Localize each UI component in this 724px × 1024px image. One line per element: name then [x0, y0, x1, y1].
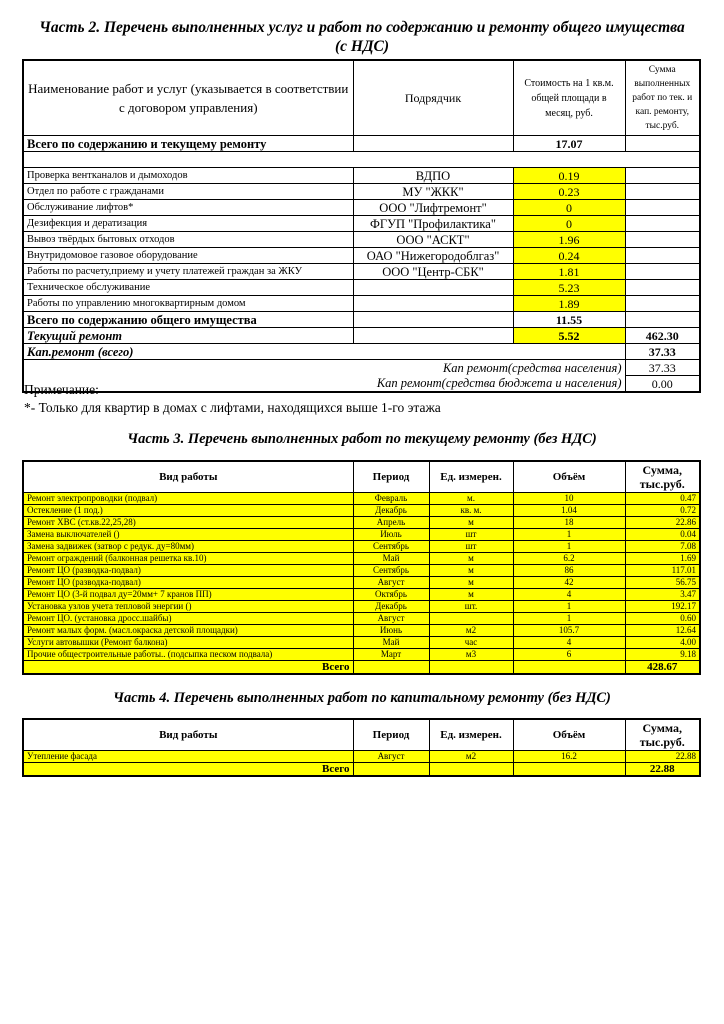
header-contractor: Подрядчик: [353, 60, 513, 136]
service-row: [23, 264, 700, 280]
work-period: Октябрь: [353, 589, 429, 601]
work-period: Февраль: [353, 493, 429, 505]
work-period: Май: [353, 637, 429, 649]
service-name: Обслуживание лифтов*: [23, 200, 353, 216]
work-name: Ремонт электропроводки (подвал): [23, 493, 353, 505]
work-sum: 9.18: [625, 649, 700, 661]
capital-population-row: [23, 360, 700, 376]
empty-cell: [353, 763, 429, 777]
part2-table-footer: [23, 312, 700, 393]
part2-header-row: [23, 60, 700, 136]
work-unit: м: [429, 517, 513, 529]
work-row: [23, 751, 700, 763]
service-contractor: ООО "Центр-СБК": [353, 264, 513, 280]
work-unit: м: [429, 577, 513, 589]
work-period: Апрель: [353, 517, 429, 529]
work-volume: 42: [513, 577, 625, 589]
service-sum: [625, 232, 700, 248]
work-volume: 6.2: [513, 553, 625, 565]
total-maintenance-value: 17.07: [513, 136, 625, 152]
empty-cell: [625, 136, 700, 152]
part3-total-sum: 428.67: [625, 661, 700, 675]
work-sum: 0.04: [625, 529, 700, 541]
capital-budget-label: Кап ремонт(средства бюджета и населения): [23, 376, 625, 393]
service-name: Дезифекция и дератизация: [23, 216, 353, 232]
work-row: [23, 601, 700, 613]
service-name: Отдел по работе с гражданами: [23, 184, 353, 200]
work-period: Август: [353, 577, 429, 589]
work-name: Ремонт ЦО (3-й подвал ду=20мм+ 7 кранов ПП): [23, 589, 353, 601]
service-contractor: ОАО "Нижегородоблгаз": [353, 248, 513, 264]
work-row: [23, 637, 700, 649]
header-unit: Ед. измерен.: [429, 461, 513, 493]
current-repair-cost: 5.52: [513, 328, 625, 344]
work-volume: 1: [513, 601, 625, 613]
work-period: Май: [353, 553, 429, 565]
work-sum: 3.47: [625, 589, 700, 601]
part2-title-line2: (с НДС): [334, 38, 390, 55]
service-row: [23, 280, 700, 296]
work-sum: 192.17: [625, 601, 700, 613]
work-sum: 22.86: [625, 517, 700, 529]
work-name: Утепление фасада: [23, 751, 353, 763]
service-row: [23, 168, 700, 184]
work-sum: 1.69: [625, 553, 700, 565]
work-volume: 105.7: [513, 625, 625, 637]
work-sum: 4.00: [625, 637, 700, 649]
work-row: [23, 613, 700, 625]
header-period: Период: [353, 461, 429, 493]
spacer-row: [23, 152, 700, 168]
work-period: Декабрь: [353, 601, 429, 613]
header-work-name: Наименование работ и услуг (указывается в соответствии с договором управления): [23, 60, 353, 136]
work-volume: 18: [513, 517, 625, 529]
work-period: Август: [353, 751, 429, 763]
empty-cell: [353, 312, 513, 328]
header-unit: Ед. измерен.: [429, 719, 513, 751]
work-unit: м3: [429, 649, 513, 661]
work-unit: м: [429, 565, 513, 577]
part4-title: Часть 4. Перечень выполненных работ по капитальному ремонту (без НДС): [113, 690, 611, 706]
empty-cell: [513, 763, 625, 777]
service-contractor: ФГУП "Профилактика": [353, 216, 513, 232]
service-sum: [625, 200, 700, 216]
work-period: Июнь: [353, 625, 429, 637]
service-contractor: [353, 280, 513, 296]
work-name: Ремонт малых форм. (масл.окраска детской площадки): [23, 625, 353, 637]
part3-header-row: [23, 461, 700, 493]
service-contractor: ООО "АСКТ": [353, 232, 513, 248]
work-name: Ремонт ЦО (разводка-подвал): [23, 565, 353, 577]
service-sum: [625, 264, 700, 280]
service-contractor: ВДПО: [353, 168, 513, 184]
part2-title: [22, 18, 702, 56]
work-name: Замена выключателей (): [23, 529, 353, 541]
work-period: Сентябрь: [353, 565, 429, 577]
part3-total-label: Всего: [23, 661, 353, 675]
service-sum: [625, 216, 700, 232]
work-row: [23, 577, 700, 589]
work-row: [23, 565, 700, 577]
work-unit: м: [429, 553, 513, 565]
work-volume: 1: [513, 541, 625, 553]
work-row: [23, 649, 700, 661]
work-unit: шт: [429, 529, 513, 541]
service-cost: 0.19: [513, 168, 625, 184]
note-text: *- Только для квартир в домах с лифтами, находящихся выше 1-го этажа: [24, 400, 441, 415]
work-sum: 56.75: [625, 577, 700, 589]
total-common-label: Всего по содержанию общего имущества: [23, 312, 353, 328]
part3-table-body: [23, 461, 700, 661]
work-row: [23, 553, 700, 565]
service-name: Внутридомовое газовое оборудование: [23, 248, 353, 264]
work-name: Остекление (1 под.): [23, 505, 353, 517]
work-volume: 86: [513, 565, 625, 577]
part4-table-footer: [23, 763, 700, 777]
total-common-value: 11.55: [513, 312, 625, 328]
work-sum: 117.01: [625, 565, 700, 577]
service-cost: 0.23: [513, 184, 625, 200]
work-name: Ремонт ЦО (разводка-подвал): [23, 577, 353, 589]
work-sum: 0.47: [625, 493, 700, 505]
header-sum: Сумма, тыс.руб.: [625, 719, 700, 751]
part2-table: [22, 59, 701, 393]
work-volume: 1.04: [513, 505, 625, 517]
work-volume: 4: [513, 589, 625, 601]
total-maintenance-label: Всего по содержанию и текущему ремонту: [23, 136, 353, 152]
part3-table: [22, 460, 701, 675]
empty-cell: [513, 661, 625, 675]
part2-table-body: [23, 60, 700, 312]
service-cost: 0: [513, 200, 625, 216]
work-volume: 1: [513, 613, 625, 625]
service-row: [23, 200, 700, 216]
service-row: [23, 232, 700, 248]
total-maintenance-row: [23, 136, 700, 152]
total-common-row: [23, 312, 700, 328]
current-repair-label: Текущий ремонт: [23, 328, 353, 344]
service-name: Работы по расчету,приему и учету платежей граждан за ЖКУ: [23, 264, 353, 280]
part3-table-footer: [23, 661, 700, 675]
part4-total-label: Всего: [23, 763, 353, 777]
work-row: [23, 541, 700, 553]
note-title: Примечание:: [24, 382, 99, 397]
service-name: Вывоз твёрдых бытовых отходов: [23, 232, 353, 248]
empty-cell: [429, 661, 513, 675]
service-cost: 5.23: [513, 280, 625, 296]
part4-total-row: [23, 763, 700, 777]
work-unit: м.: [429, 493, 513, 505]
service-sum: [625, 280, 700, 296]
service-contractor: МУ "ЖКК": [353, 184, 513, 200]
part4-header-row: [23, 719, 700, 751]
empty-cell: [353, 136, 513, 152]
work-unit: шт.: [429, 601, 513, 613]
service-cost: 1.89: [513, 296, 625, 312]
service-row: [23, 248, 700, 264]
work-row: [23, 493, 700, 505]
work-period: Сентябрь: [353, 541, 429, 553]
work-period: Август: [353, 613, 429, 625]
header-period: Период: [353, 719, 429, 751]
work-volume: 6: [513, 649, 625, 661]
part2-title-line1: Часть 2. Перечень выполненных услуг и работ по содержанию и ремонту общего имущества: [39, 19, 685, 36]
part3-title: Часть 3. Перечень выполненных работ по текущему ремонту (без НДС): [127, 431, 597, 447]
current-repair-row: [23, 328, 700, 344]
service-name: Работы по управлению многоквартирным домом: [23, 296, 353, 312]
service-sum: [625, 168, 700, 184]
work-volume: 1: [513, 529, 625, 541]
header-sum: Сумма выполненных работ по тек. и кап. ремонту, тыс.руб.: [625, 60, 700, 136]
work-unit: м2: [429, 751, 513, 763]
work-volume: 10: [513, 493, 625, 505]
part4-table: [22, 718, 701, 777]
work-period: Июль: [353, 529, 429, 541]
capital-budget-sum: 0.00: [625, 376, 700, 393]
work-name: Ремонт ограждений (балконная решетка кв.10): [23, 553, 353, 565]
header-volume: Объём: [513, 461, 625, 493]
service-cost: 0: [513, 216, 625, 232]
service-name: Техническое обслуживание: [23, 280, 353, 296]
work-name: Замена задвижек (затвор с редук. ду=80мм): [23, 541, 353, 553]
work-row: [23, 589, 700, 601]
part4-total-sum: 22.88: [625, 763, 700, 777]
work-name: Установка узлов учета тепловой энергии (): [23, 601, 353, 613]
work-row: [23, 625, 700, 637]
current-repair-sum: 462.30: [625, 328, 700, 344]
header-work: Вид работы: [23, 719, 353, 751]
spacer-cell: [23, 152, 700, 168]
work-name: Прочие общестроительные работы.. (подсыпка песком подвала): [23, 649, 353, 661]
work-sum: 0.72: [625, 505, 700, 517]
work-row: [23, 505, 700, 517]
header-cost: Стоимость на 1 кв.м. общей площади в месяц, руб.: [513, 60, 625, 136]
part3-total-row: [23, 661, 700, 675]
empty-cell: [429, 763, 513, 777]
header-work: Вид работы: [23, 461, 353, 493]
empty-cell: [625, 312, 700, 328]
service-contractor: [353, 296, 513, 312]
capital-population-label: Кап ремонт(средства населения): [23, 360, 625, 376]
service-sum: [625, 184, 700, 200]
service-sum: [625, 248, 700, 264]
work-unit: кв. м.: [429, 505, 513, 517]
service-cost: 1.96: [513, 232, 625, 248]
work-period: Декабрь: [353, 505, 429, 517]
service-row: [23, 216, 700, 232]
service-row: [23, 296, 700, 312]
header-volume: Объём: [513, 719, 625, 751]
service-name: Проверка вентканалов и дымоходов: [23, 168, 353, 184]
work-row: [23, 517, 700, 529]
capital-repair-row: [23, 344, 700, 360]
work-name: Услуги автовышки (Ремонт балкона): [23, 637, 353, 649]
work-period: Март: [353, 649, 429, 661]
work-unit: м2: [429, 625, 513, 637]
work-unit: час: [429, 637, 513, 649]
work-unit: м: [429, 589, 513, 601]
capital-repair-sum: 37.33: [625, 344, 700, 360]
empty-cell: [353, 328, 513, 344]
empty-cell: [353, 661, 429, 675]
service-sum: [625, 296, 700, 312]
work-name: Ремонт ХВС (ст.кв.22,25,28): [23, 517, 353, 529]
work-row: [23, 529, 700, 541]
header-sum: Сумма, тыс.руб.: [625, 461, 700, 493]
service-row: [23, 184, 700, 200]
work-name: Ремонт ЦО. (установка дросс.шайбы): [23, 613, 353, 625]
work-sum: 7.08: [625, 541, 700, 553]
capital-repair-label: Кап.ремонт (всего): [23, 344, 625, 360]
part4-table-body: [23, 719, 700, 763]
service-cost: 0.24: [513, 248, 625, 264]
work-unit: шт: [429, 541, 513, 553]
service-cost: 1.81: [513, 264, 625, 280]
work-unit: [429, 613, 513, 625]
work-volume: 4: [513, 637, 625, 649]
note-block: [24, 381, 441, 417]
work-sum: 0.60: [625, 613, 700, 625]
service-contractor: ООО "Лифтремонт": [353, 200, 513, 216]
work-sum: 22.88: [625, 751, 700, 763]
work-sum: 12.64: [625, 625, 700, 637]
work-volume: 16.2: [513, 751, 625, 763]
capital-population-sum: 37.33: [625, 360, 700, 376]
